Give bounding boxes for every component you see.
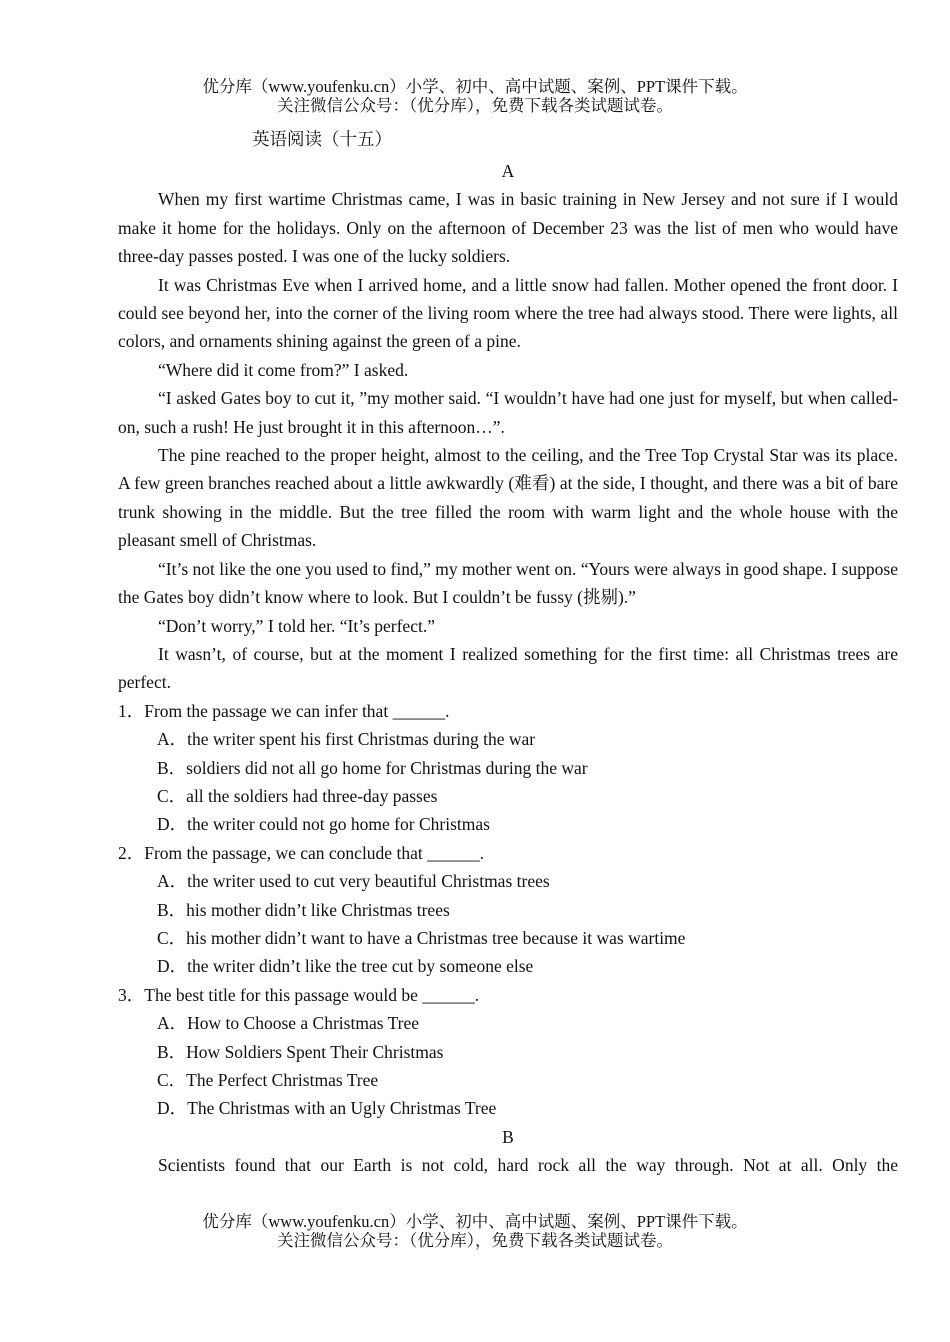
document-body xyxy=(118,157,898,1180)
question-3 xyxy=(118,981,898,1009)
header-line-1: 优分库（www.youfenku.cn）小学、初中、高中试题、案例、PPT课件下载。 xyxy=(202,77,748,96)
question-2-option-a: A．the writer used to cut very beautiful Christmas trees xyxy=(157,871,550,892)
passage-a-paragraph-3: “Where did it come from?” I asked. xyxy=(158,359,409,380)
question-1-stem: From the passage we can infer that ______. xyxy=(144,700,450,721)
question-3-stem: The best title for this passage would be ______. xyxy=(144,984,480,1005)
passage-a-paragraph-1: When my first wartime Christmas came, I was in basic training in New Jersey and not sure if I would make it home for the holidays. Only on the afternoon of December 23 was the list of men who would have three-day passes posted. I was one of the lucky soldiers. xyxy=(118,189,898,267)
passage-a-paragraph-6: “It’s not like the one you used to find,” my mother went on. “Yours were always in good shape. I suppose the Gates boy didn’t know where to look. But I couldn’t be fussy (挑剔).” xyxy=(118,558,898,608)
question-3-option-a: A．How to Choose a Christmas Tree xyxy=(157,1013,420,1034)
header-line-2: 关注微信公众号：（优分库），免费下载各类试题试卷。 xyxy=(277,96,673,115)
question-2-stem: From the passage, we can conclude that ______. xyxy=(144,842,484,863)
passage-a-paragraph-8: It wasn’t, of course, but at the moment I realized something for the first time: all Christmas trees are perfect. xyxy=(118,643,898,693)
passage-a-paragraph-7: “Don’t worry,” I told her. “It’s perfect.” xyxy=(158,615,435,636)
question-1-option-b: B．soldiers did not all go home for Christmas during the war xyxy=(157,757,588,778)
question-2-option-c: C．his mother didn’t want to have a Christmas tree because it was wartime xyxy=(157,927,686,948)
question-1 xyxy=(118,697,898,725)
question-3-option-d: D．The Christmas with an Ugly Christmas Tree xyxy=(157,1098,497,1119)
question-1-number: 1． xyxy=(118,700,145,721)
question-2 xyxy=(118,839,898,867)
passage-a-paragraph-4: “I asked Gates boy to cut it, ”my mother said. “I wouldn’t have had one just for myself, but when called-on, such a rush! He just brought it in this afternoon…”. xyxy=(118,388,898,437)
question-1-option-c: C．all the soldiers had three-day passes xyxy=(157,785,438,806)
page-title: 英语阅读（十五） xyxy=(252,129,392,149)
passage-a-paragraph-2: It was Christmas Eve when I arrived home, and a little snow had fallen. Mother opened the front door. I could see beyond her, into the corner of the living room where the tree had always stood. There were lights, all colors, and ornaments shining against the green of a pine. xyxy=(118,274,898,352)
question-2-option-b: B．his mother didn’t like Christmas trees xyxy=(157,899,450,920)
question-3-option-b: B．How Soldiers Spent Their Christmas xyxy=(157,1041,444,1062)
footer-line-1: 优分库（www.youfenku.cn）小学、初中、高中试题、案例、PPT课件下载。 xyxy=(202,1212,748,1231)
question-1-option-d: D．the writer could not go home for Christmas xyxy=(157,814,490,835)
question-3-number: 3． xyxy=(118,984,145,1005)
question-3-option-c: C．The Perfect Christmas Tree xyxy=(157,1070,379,1090)
question-2-option-d: D．the writer didn’t like the tree cut by someone else xyxy=(157,956,534,977)
passage-a-label: A xyxy=(501,161,515,181)
page-footer xyxy=(0,1212,950,1250)
passage-b-first-line: Scientists found that our Earth is not cold, hard rock all the way through. Not at all. Only the xyxy=(158,1155,898,1176)
footer-line-2: 关注微信公众号：（优分库），免费下载各类试题试卷。 xyxy=(277,1231,673,1250)
question-2-number: 2． xyxy=(118,842,145,863)
question-1-option-a: A．the writer spent his first Christmas during the war xyxy=(157,729,536,750)
passage-a-paragraph-5: The pine reached to the proper height, almost to the ceiling, and the Tree Top Crystal Star was its place. A few green branches reached about a little awkwardly (难看) at the side, I thought, and there was a bit of bare trunk showing in the middle. But the tree filled the room with warm light and the whole house with the pleasant smell of Christmas. xyxy=(118,445,898,551)
page-header xyxy=(0,77,950,115)
passage-b-label: B xyxy=(502,1126,514,1147)
